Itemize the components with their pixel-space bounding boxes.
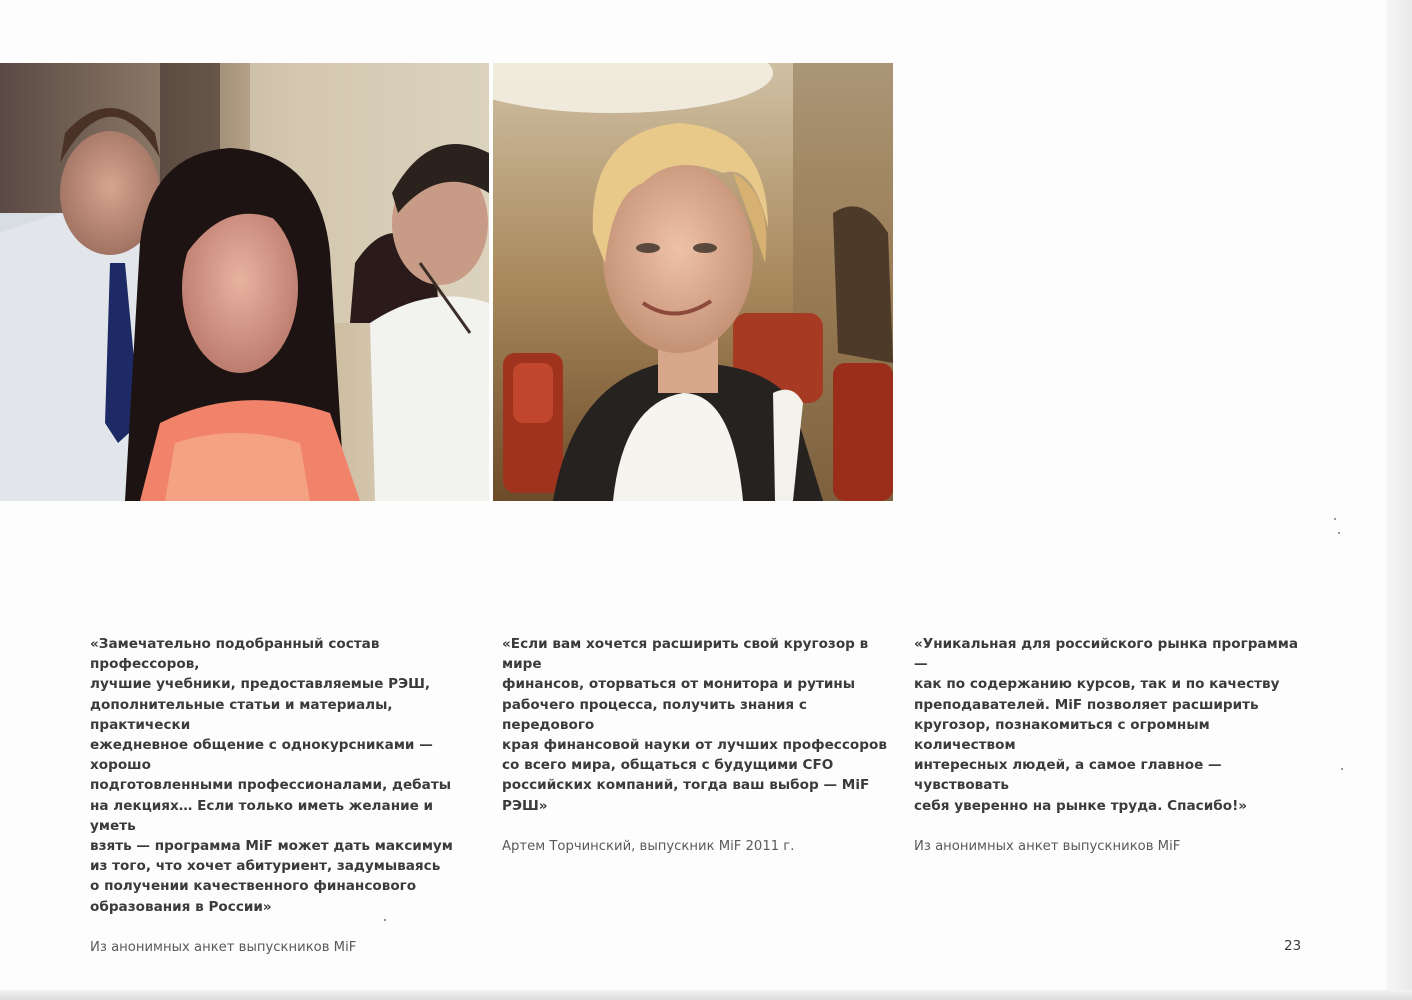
quote-text: «Если вам хочется расширить свой кругозор в мире финансов, оторваться от монитора и рутины рабочего процесса, получить знания с передового края финансовой науки от лучших профессоров со всего мира, общаться с будущими CFO российских компаний, тогда ваш выбор — MiF РЭШ» [502, 636, 887, 814]
quote-source: Артем Торчинский, выпускник MiF 2011 г. [502, 838, 795, 854]
scan-speck [1338, 532, 1340, 534]
page-edge [1386, 0, 1412, 1000]
quote-column-1 [90, 634, 480, 957]
quote-source: Из анонимных анкет выпускников MiF [90, 939, 357, 955]
quote-column-2 [502, 634, 894, 856]
photo-students-event [0, 63, 489, 501]
page-edge-bottom [0, 990, 1412, 1000]
page-number: 23 [1284, 938, 1302, 954]
scan-speck [1341, 768, 1343, 770]
quote-text: «Уникальная для российского рынка программа — как по содержанию курсов, так и по качеству преподавателей. MiF позволяет расширить кругозор, познакомиться с огромным количеством интересных людей, а самое главное — чувствовать себя уверенно на рынке труда. Спасибо!» [914, 636, 1298, 814]
scan-speck [1334, 518, 1336, 520]
quote-column-3 [914, 634, 1304, 856]
photo-smiling-woman [493, 63, 893, 501]
scan-speck [384, 919, 386, 921]
quote-text: «Замечательно подобранный состав профессоров, лучшие учебники, предоставляемые РЭШ, дополнительные статьи и материалы, практически ежедневное общение с однокурсниками — хорошо подготовленными профессионалами, дебаты на лекциях… Если только иметь желание и уметь взять — программа MiF может дать максимум из того, что хочет абитуриент, задумываясь о получении качественного финансового образования в России» [90, 636, 453, 915]
quote-source: Из анонимных анкет выпускников MiF [914, 838, 1181, 854]
